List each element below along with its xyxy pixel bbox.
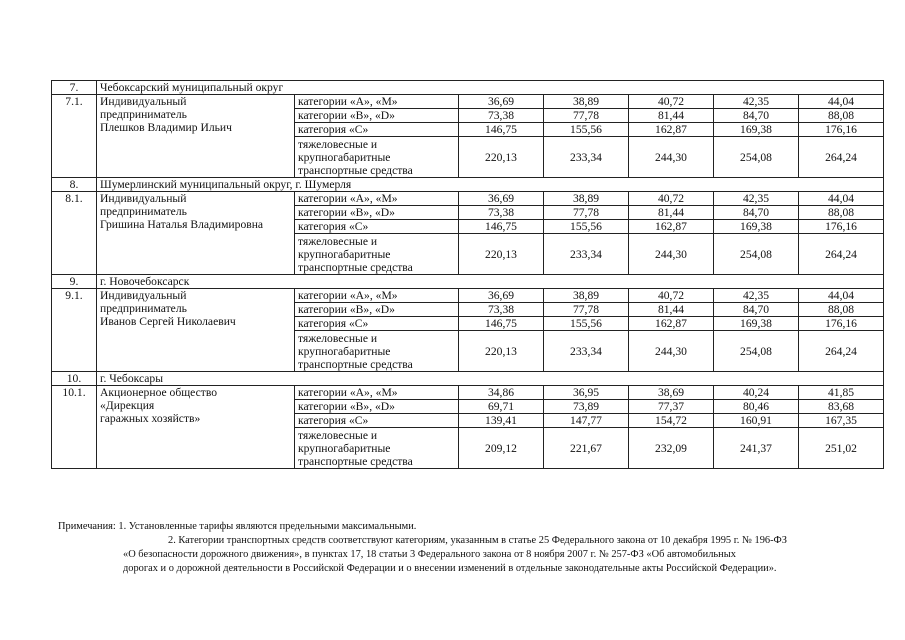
tariff-value: 81,44 — [629, 206, 714, 220]
tariff-value: 254,08 — [714, 137, 799, 178]
tariff-value: 169,38 — [714, 123, 799, 137]
tariff-value: 83,68 — [799, 400, 884, 414]
entity-name-line: предприниматель — [100, 108, 187, 121]
entity-name-line: предприниматель — [100, 302, 187, 315]
vehicle-category-line: тяжеловесные и — [298, 331, 378, 345]
section-row — [52, 81, 884, 95]
tariff-value: 42,35 — [714, 95, 799, 109]
entity-name — [97, 95, 295, 178]
tariff-value: 254,08 — [714, 331, 799, 372]
tariff-value: 146,75 — [459, 317, 544, 331]
entity-number: 7.1. — [52, 95, 97, 178]
vehicle-category: категории «B», «D» — [295, 109, 459, 123]
tariff-value: 34,86 — [459, 386, 544, 400]
tariff-value: 84,70 — [714, 206, 799, 220]
tariff-value: 73,38 — [459, 109, 544, 123]
section-row — [52, 275, 884, 289]
tariff-row — [52, 289, 884, 303]
tariff-value: 146,75 — [459, 123, 544, 137]
tariff-value: 42,35 — [714, 192, 799, 206]
tariff-value: 155,56 — [544, 123, 629, 137]
entity-name-line: «Дирекция — [100, 399, 155, 412]
tariff-value: 232,09 — [629, 428, 714, 469]
tariff-value: 251,02 — [799, 428, 884, 469]
entity-name-line: Акционерное общество — [100, 386, 218, 399]
vehicle-category-line: крупногабаритные — [298, 247, 391, 261]
vehicle-category: категории «B», «D» — [295, 303, 459, 317]
note-line-1: Примечания: 1. Установленные тарифы являются предельными максимальными. — [58, 521, 417, 532]
vehicle-category — [295, 137, 459, 178]
tariff-value: 162,87 — [629, 123, 714, 137]
tariff-row — [52, 192, 884, 206]
tariff-value: 147,77 — [544, 414, 629, 428]
entity-name — [97, 386, 295, 469]
notes-block — [58, 520, 883, 576]
tariff-value: 220,13 — [459, 137, 544, 178]
vehicle-category — [295, 234, 459, 275]
entity-name-line: Иванов Сергей Николаевич — [100, 315, 236, 328]
vehicle-category: категория «C» — [295, 317, 459, 331]
tariff-value: 244,30 — [629, 137, 714, 178]
tariff-value: 176,16 — [799, 123, 884, 137]
tariff-value: 167,35 — [799, 414, 884, 428]
tariff-value: 139,41 — [459, 414, 544, 428]
tariff-value: 77,78 — [544, 109, 629, 123]
tariff-value: 38,69 — [629, 386, 714, 400]
section-number: 7. — [52, 81, 97, 95]
vehicle-category: категория «C» — [295, 123, 459, 137]
vehicle-category — [295, 428, 459, 469]
vehicle-category-line: тяжеловесные и — [298, 428, 378, 442]
section-title: Чебоксарский муниципальный округ — [97, 81, 884, 95]
entity-number: 9.1. — [52, 289, 97, 372]
tariff-value: 73,89 — [544, 400, 629, 414]
tariff-value: 41,85 — [799, 386, 884, 400]
tariff-value: 264,24 — [799, 234, 884, 275]
tariff-value: 42,35 — [714, 289, 799, 303]
vehicle-category-line: транспортные средства — [298, 260, 413, 274]
entity-number: 10.1. — [52, 386, 97, 469]
tariff-value: 176,16 — [799, 317, 884, 331]
tariff-value: 36,95 — [544, 386, 629, 400]
tariff-value: 36,69 — [459, 289, 544, 303]
entity-name — [97, 289, 295, 372]
tariff-value: 233,34 — [544, 137, 629, 178]
tariff-value: 162,87 — [629, 220, 714, 234]
tariff-value: 73,38 — [459, 206, 544, 220]
tariff-value: 155,56 — [544, 317, 629, 331]
tariff-value: 162,87 — [629, 317, 714, 331]
tariff-value: 88,08 — [799, 303, 884, 317]
vehicle-category-line: крупногабаритные — [298, 150, 391, 164]
entity-name-line: предприниматель — [100, 205, 187, 218]
vehicle-category: категории «A», «M» — [295, 386, 459, 400]
tariff-value: 220,13 — [459, 331, 544, 372]
tariff-value: 40,24 — [714, 386, 799, 400]
tariff-table — [51, 80, 884, 469]
tariff-value: 220,13 — [459, 234, 544, 275]
tariff-value: 44,04 — [799, 289, 884, 303]
entity-name-line: Индивидуальный — [100, 192, 187, 205]
vehicle-category-line: тяжеловесные и — [298, 234, 378, 248]
tariff-value: 73,38 — [459, 303, 544, 317]
tariff-table-body — [52, 81, 884, 469]
tariff-value: 77,78 — [544, 303, 629, 317]
tariff-row — [52, 386, 884, 400]
note-line-3: «О безопасности дорожного движения», в пунктах 17, 18 статьи 3 Федерального закона от 8 ноября 2007 г. № 257-ФЗ «Об автомобильных — [123, 549, 736, 560]
entity-name-line: Плешков Владимир Ильич — [100, 121, 232, 134]
tariff-value: 81,44 — [629, 303, 714, 317]
section-number: 8. — [52, 178, 97, 192]
vehicle-category-line: тяжеловесные и — [298, 137, 378, 151]
vehicle-category-line: крупногабаритные — [298, 344, 391, 358]
vehicle-category-line: транспортные средства — [298, 454, 413, 468]
vehicle-category: категории «A», «M» — [295, 95, 459, 109]
tariff-value: 40,72 — [629, 192, 714, 206]
section-row — [52, 372, 884, 386]
section-number: 10. — [52, 372, 97, 386]
section-title: г. Новочебоксарск — [97, 275, 884, 289]
tariff-value: 176,16 — [799, 220, 884, 234]
tariff-value: 38,89 — [544, 192, 629, 206]
note-line-2: 2. Категории транспортных средств соответствуют категориям, указанным в статье 25 Федерального закона от 10 декабря 1995 г. № 196-ФЗ — [168, 535, 787, 546]
tariff-value: 88,08 — [799, 206, 884, 220]
tariff-value: 40,72 — [629, 289, 714, 303]
section-title: Шумерлинский муниципальный округ, г. Шумерля — [97, 178, 884, 192]
tariff-value: 146,75 — [459, 220, 544, 234]
entity-name — [97, 192, 295, 275]
tariff-value: 233,34 — [544, 331, 629, 372]
entity-number: 8.1. — [52, 192, 97, 275]
tariff-value: 169,38 — [714, 220, 799, 234]
vehicle-category: категории «A», «M» — [295, 192, 459, 206]
entity-name-line: Индивидуальный — [100, 95, 187, 108]
section-title: г. Чебоксары — [97, 372, 884, 386]
tariff-value: 154,72 — [629, 414, 714, 428]
tariff-value: 241,37 — [714, 428, 799, 469]
tariff-value: 244,30 — [629, 331, 714, 372]
vehicle-category — [295, 331, 459, 372]
vehicle-category-line: транспортные средства — [298, 357, 413, 371]
tariff-value: 209,12 — [459, 428, 544, 469]
tariff-value: 221,67 — [544, 428, 629, 469]
tariff-value: 36,69 — [459, 95, 544, 109]
vehicle-category-line: крупногабаритные — [298, 441, 391, 455]
tariff-value: 36,69 — [459, 192, 544, 206]
tariff-value: 40,72 — [629, 95, 714, 109]
tariff-value: 254,08 — [714, 234, 799, 275]
tariff-value: 80,46 — [714, 400, 799, 414]
tariff-value: 244,30 — [629, 234, 714, 275]
entity-name-line: Индивидуальный — [100, 289, 187, 302]
vehicle-category: категория «C» — [295, 414, 459, 428]
vehicle-category: категории «A», «M» — [295, 289, 459, 303]
tariff-value: 84,70 — [714, 303, 799, 317]
vehicle-category: категории «B», «D» — [295, 400, 459, 414]
section-number: 9. — [52, 275, 97, 289]
tariff-value: 38,89 — [544, 289, 629, 303]
tariff-value: 44,04 — [799, 192, 884, 206]
entity-name-line: Гришина Наталья Владимировна — [100, 218, 264, 231]
tariff-value: 88,08 — [799, 109, 884, 123]
tariff-row — [52, 95, 884, 109]
tariff-value: 81,44 — [629, 109, 714, 123]
tariff-value: 233,34 — [544, 234, 629, 275]
tariff-value: 69,71 — [459, 400, 544, 414]
entity-name-line: гаражных хозяйств» — [100, 412, 201, 425]
tariff-value: 169,38 — [714, 317, 799, 331]
tariff-value: 38,89 — [544, 95, 629, 109]
tariff-value: 160,91 — [714, 414, 799, 428]
note-line-4: дорогах и о дорожной деятельности в Российской Федерации и о внесении изменений в отдельные законодательные акты Российской Федерации». — [123, 563, 777, 574]
tariff-value: 84,70 — [714, 109, 799, 123]
tariff-value: 77,78 — [544, 206, 629, 220]
vehicle-category: категория «C» — [295, 220, 459, 234]
tariff-value: 264,24 — [799, 331, 884, 372]
tariff-value: 44,04 — [799, 95, 884, 109]
vehicle-category-line: транспортные средства — [298, 163, 413, 177]
tariff-value: 155,56 — [544, 220, 629, 234]
section-row — [52, 178, 884, 192]
vehicle-category: категории «B», «D» — [295, 206, 459, 220]
tariff-value: 264,24 — [799, 137, 884, 178]
tariff-value: 77,37 — [629, 400, 714, 414]
